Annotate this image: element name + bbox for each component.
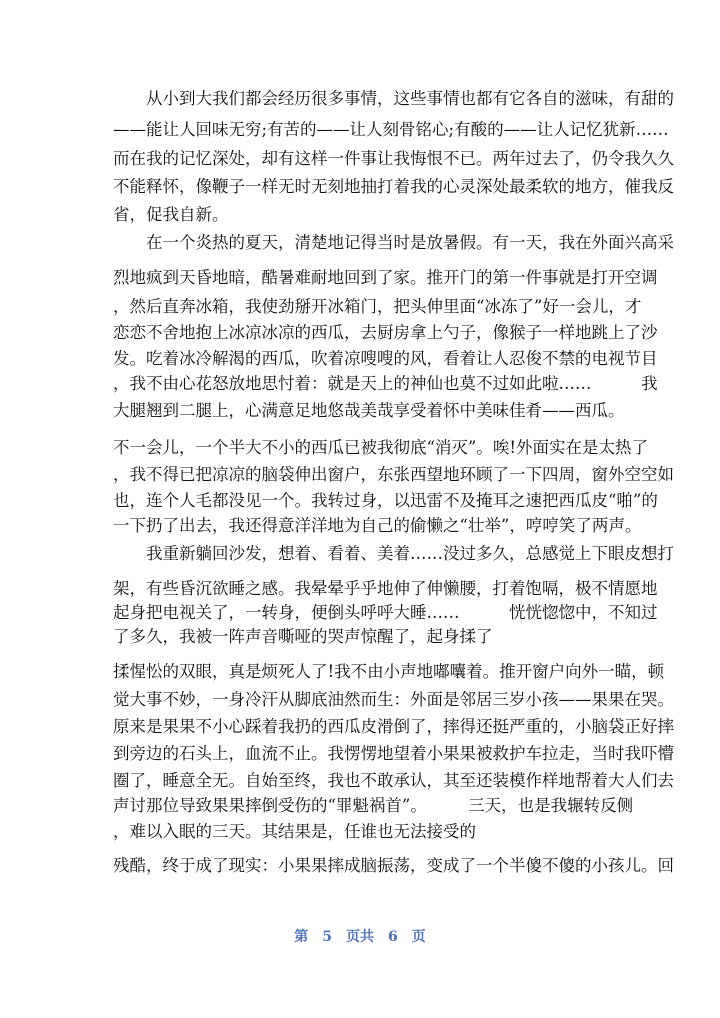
text-line: 烈地疯到天昏地暗，酷暑难耐地回到了家。推开门的第一件事就是打开空调	[113, 268, 658, 287]
text-line: 不能释怀，像鞭子一样无时无刻地抽打着我的心灵深处最柔软的地方，催我反	[113, 177, 674, 196]
text-line: 不一会儿，一个半大不小的西瓜已被我彻底“消灭”。唉!外面实在是太热了	[113, 438, 649, 457]
text-line: 圈了，睡意全无。自始至终，我也不敢承认，其至还装模作样地帮着大人们去	[113, 771, 674, 790]
text-line: 起身把电视关了，一转身，便倒头呼呼大睡…… 恍恍惚惚中，不知过	[113, 603, 658, 622]
text-line: ，我不得已把凉凉的脑袋伸出窗户，东张西望地环顾了一下四周，窗外空空如	[113, 465, 674, 484]
page-number-footer: 第 5 页共 6 页	[294, 929, 426, 945]
text-line: 残酷，终于成了现实：小果果摔成脑振荡，变成了一个半傻不傻的小孩儿。回	[113, 856, 674, 875]
text-line: 我重新躺回沙发，想着、看着、美着……没过多久，总感觉上下眼皮想打	[113, 544, 674, 563]
text-line: 而在我的记忆深处，却有这样一件事让我悔恨不已。两年过去了，仍令我久久	[113, 149, 674, 168]
text-line: 了多久，我被一阵声音嘶哑的哭声惊醒了，起身揉了	[113, 627, 493, 646]
text-line: 省，促我自新。	[113, 205, 229, 224]
text-line: ，难以入眠的三天。其结果是，任谁也无法接受的	[113, 822, 476, 841]
text-line: 发。吃着冰冷解渴的西瓜，吹着凉嗖嗖的风，看着让人忍俊不禁的电视节目	[113, 349, 658, 368]
text-line: 在一个炎热的夏天，清楚地记得当时是放暑假。有一天，我在外面兴高采	[113, 233, 674, 252]
text-line: 从小到大我们都会经历很多事情，这些事情也都有它各自的滋味，有甜的	[113, 89, 674, 108]
text-line: ，我不由心花怒放地思忖着：就是天上的神仙也莫不过如此啦…… 我	[113, 374, 658, 393]
text-line: ，然后直奔冰箱，我使劲掰开冰箱门，把头伸里面“冰冻了”好一会儿，才	[113, 297, 642, 316]
text-line: ——能让人回味无穷;有苦的——让人刻骨铭心;有酸的——让人记忆犹新……	[113, 120, 669, 139]
text-line: 声讨那位导致果果摔倒受伤的“罪魁祸首”。 三天，也是我辗转反侧	[113, 796, 634, 815]
text-line: 觉大事不妙，一身冷汗从脚底油然而生：外面是邻居三岁小孩——果果在哭。	[113, 690, 674, 709]
text-line: 原来是果果不小心踩着我扔的西瓜皮滑倒了，摔得还挺严重的，小脑袋正好摔	[113, 717, 674, 736]
text-line: 大腿翘到二腿上，心满意足地悠哉美哉享受着怀中美味佳肴——西瓜。	[113, 401, 625, 420]
text-line: 也，连个人毛都没见一个。我转过身，以迅雷不及掩耳之速把西瓜皮“啪”的	[113, 491, 658, 510]
text-line: 到旁边的石头上，血流不止。我愣愣地望着小果果被救护车拉走，当时我吓懵	[113, 744, 674, 763]
text-line: 一下扔了出去，我还得意洋洋地为自己的偷懒之“壮举”，哼哼笑了两声。	[113, 516, 642, 535]
text-line: 架，有些昏沉欲睡之感。我晕晕乎乎地伸了伸懒腰，打着饱嗝，极不情愿地	[113, 579, 658, 598]
text-line: 揉惺忪的双眼，真是烦死人了!我不由小声地嘟囔着。推开窗户向外一瞄，顿	[113, 662, 665, 681]
text-line: 恋恋不舍地抱上冰凉冰凉的西瓜，去厨房拿上勺子，像猴子一样地跳上了沙	[113, 323, 658, 342]
